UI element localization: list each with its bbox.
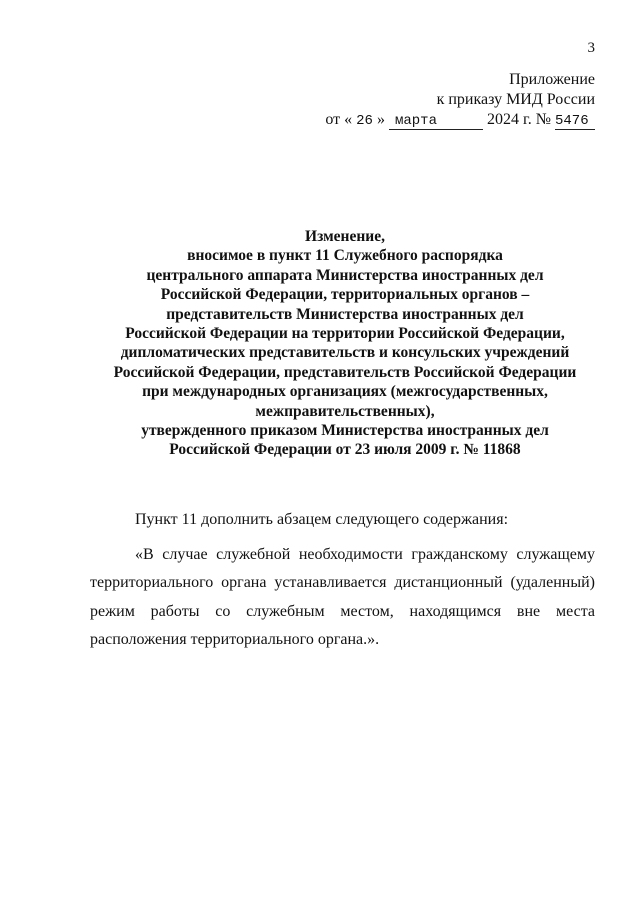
title-line: центрального аппарата Министерства иностранных дел [146,266,544,284]
order-date-line [325,110,595,131]
body-paragraph: Пункт 11 дополнить абзацем следующего содержания: [135,511,509,528]
title-line: Российской Федерации, представительств Российской Федерации [113,363,577,381]
document-title [80,227,610,460]
appendix-label: Приложение [509,71,595,88]
title-line: представительств Министерства иностранных дел [166,305,524,323]
order-day: 26 [356,113,373,129]
title-line: Российской Федерации от 23 июля 2009 г. № 11868 [169,441,521,459]
order-year: 2024 г. № [486,111,551,128]
date-prefix: от « [325,111,353,128]
title-line: межправительственных), [255,402,435,420]
order-month: марта [389,113,483,130]
date-mid: » [376,111,385,128]
order-number: 5476 [555,113,595,130]
title-line: дипломатических представительств и консульских учреждений [120,344,570,362]
title-line: Российской Федерации, территориальных органов – [160,286,530,304]
page-number: 3 [587,40,595,56]
title-line: утвержденного приказом Министерства иностранных дел [141,422,549,440]
order-reference: к приказу МИД России [436,91,595,108]
title-line: вносимое в пункт 11 Служебного распорядка [187,247,503,265]
body-paragraph: «В случае служебной необходимости гражданскому служащему территориального органа устанавливается дистанционный (удаленный) режим работы со служебным местом, находящимся вне места расположения территориального органа.». [90,545,595,648]
title-line: Российской Федерации на территории Российской Федерации, [125,325,565,343]
title-line: при международных организациях (межгосударственных, [142,383,548,401]
appendix-header [325,70,595,131]
title-line: Изменение, [305,228,385,245]
document-body [90,506,595,655]
